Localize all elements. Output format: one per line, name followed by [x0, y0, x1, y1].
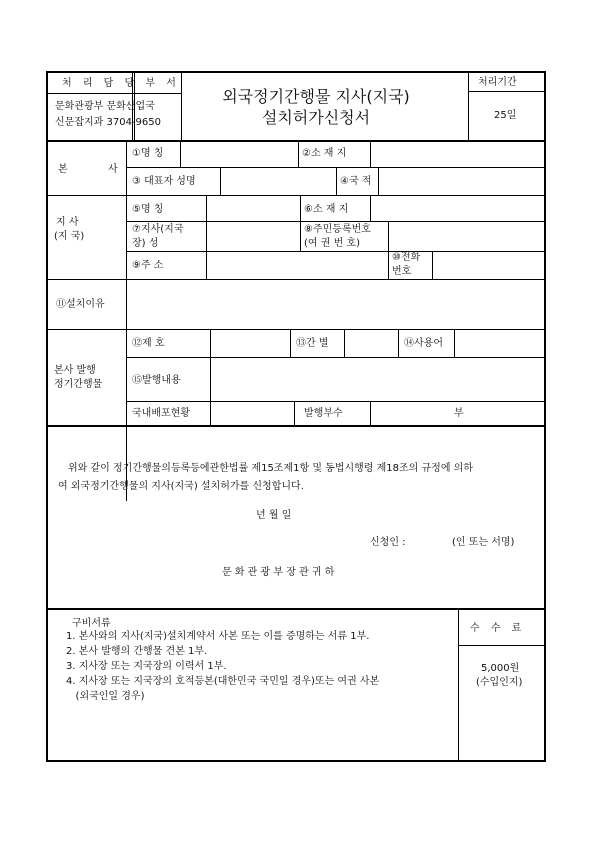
branch-address-label: ⑥소 재 지	[304, 204, 349, 215]
branch-id-line1: ⑧주민등록번호	[304, 224, 371, 235]
pub-interval-field[interactable]	[345, 330, 397, 356]
list-item: 3. 지사장 또는 지국장의 이력서 1부.	[66, 661, 227, 672]
pub-interval-label: ⑬간 별	[296, 338, 329, 349]
hq-section-left: 본	[58, 164, 68, 175]
title-line2: 설치허가신청서	[261, 108, 371, 127]
reason-field[interactable]	[127, 280, 546, 329]
recipient: 문 화 관 광 부 장 관 귀 하	[222, 567, 335, 578]
reason-label: ⑪설치이유	[56, 299, 105, 310]
documents-heading: 구비서류	[72, 618, 111, 629]
branch-addr-field[interactable]	[207, 252, 387, 278]
fee-label: 수 수 료	[470, 623, 526, 634]
title-line1: 외국정기간행물 지사(지국)	[222, 87, 410, 106]
application-date: 년 월 일	[256, 510, 292, 521]
hq-name-field[interactable]	[181, 142, 297, 166]
hq-address-field[interactable]	[371, 142, 546, 166]
list-item: 4. 지사장 또는 지국장의 호적등본(대한민국 국민일 경우)또는 여권 사본	[66, 676, 380, 687]
branch-name-field[interactable]	[207, 196, 299, 220]
application-form	[46, 71, 546, 762]
pub-domestic-label: 국내배포현황	[132, 408, 190, 419]
applicant-label: 신청인 :	[370, 537, 406, 548]
pub-section-line2: 정기간행물	[54, 379, 103, 390]
hq-country-label: ④국 적	[340, 176, 372, 187]
pub-domestic-field[interactable]	[211, 402, 293, 424]
hq-country-field[interactable]	[379, 168, 546, 194]
application-line1: 위와 같이 정기간행물의등록등에관한법률 제15조제1항 및 동법시행령 제18조의 규정에 의하	[68, 463, 474, 474]
hq-section-right: 사	[108, 164, 118, 175]
branch-name-label: ⑤명 칭	[132, 204, 164, 215]
pub-section-line1: 본사 발행	[54, 365, 96, 376]
branch-phone-field[interactable]	[433, 252, 546, 278]
hq-name-label: ①명 칭	[132, 148, 164, 159]
period-value: 25일	[494, 110, 517, 121]
branch-head-line2: 장) 성	[132, 238, 159, 249]
branch-address-field[interactable]	[371, 196, 546, 220]
hq-rep-label: ③ 대표자 성명	[132, 176, 196, 187]
dept-line1: 문화관광부 문화산업국	[55, 101, 155, 112]
branch-head-line1: ⑦지사(지국	[132, 224, 184, 235]
pub-content-field[interactable]	[211, 358, 546, 400]
list-item: 2. 본사 발행의 간행물 견본 1부.	[66, 646, 208, 657]
applicant-field[interactable]	[410, 533, 448, 551]
branch-id-field[interactable]	[389, 222, 546, 250]
pub-copies-label: 발행부수	[304, 408, 343, 419]
period-label: 처리기간	[478, 77, 517, 88]
hq-rep-field[interactable]	[221, 168, 335, 194]
signature-label: (인 또는 서명)	[452, 537, 515, 548]
documents-list	[66, 629, 379, 704]
list-item: (외국인일 경우)	[66, 691, 145, 702]
pub-title-label: ⑫제 호	[132, 338, 165, 349]
fee-note: (수입인지)	[476, 677, 523, 688]
branch-addr-label: ⑨주 소	[132, 260, 164, 271]
hq-address-label: ②소 재 지	[302, 148, 347, 159]
form-title	[196, 86, 436, 128]
branch-id-line2: (여 권 번 호)	[304, 238, 360, 249]
branch-head-name-field[interactable]	[207, 222, 299, 250]
pub-title-field[interactable]	[211, 330, 289, 356]
application-line2: 여 외국정기간행물의 지사(지국) 설치허가를 신청합니다.	[58, 481, 304, 492]
branch-section-line1: 지 사	[56, 217, 79, 228]
branch-phone-line2: 번호	[392, 266, 412, 277]
branch-phone-line1: ⑩전화	[392, 252, 421, 263]
pub-content-label: ⑮발행내용	[132, 375, 181, 386]
list-item: 1. 본사와의 지사(지국)설치계약서 사본 또는 이를 증명하는 서류 1부.	[66, 631, 370, 642]
dept-line2: 신문잡지과 3704-9650	[55, 117, 161, 128]
fee-amount: 5,000원	[481, 663, 520, 674]
pub-language-field[interactable]	[455, 330, 546, 356]
branch-section-line2: (지 국)	[54, 231, 85, 242]
pub-language-label: ⑭사용어	[404, 338, 443, 349]
pub-copies-field[interactable]	[371, 402, 451, 424]
pub-copies-unit: 부	[454, 408, 464, 419]
dept-label: 처 리 담 당 부 서	[62, 78, 180, 89]
